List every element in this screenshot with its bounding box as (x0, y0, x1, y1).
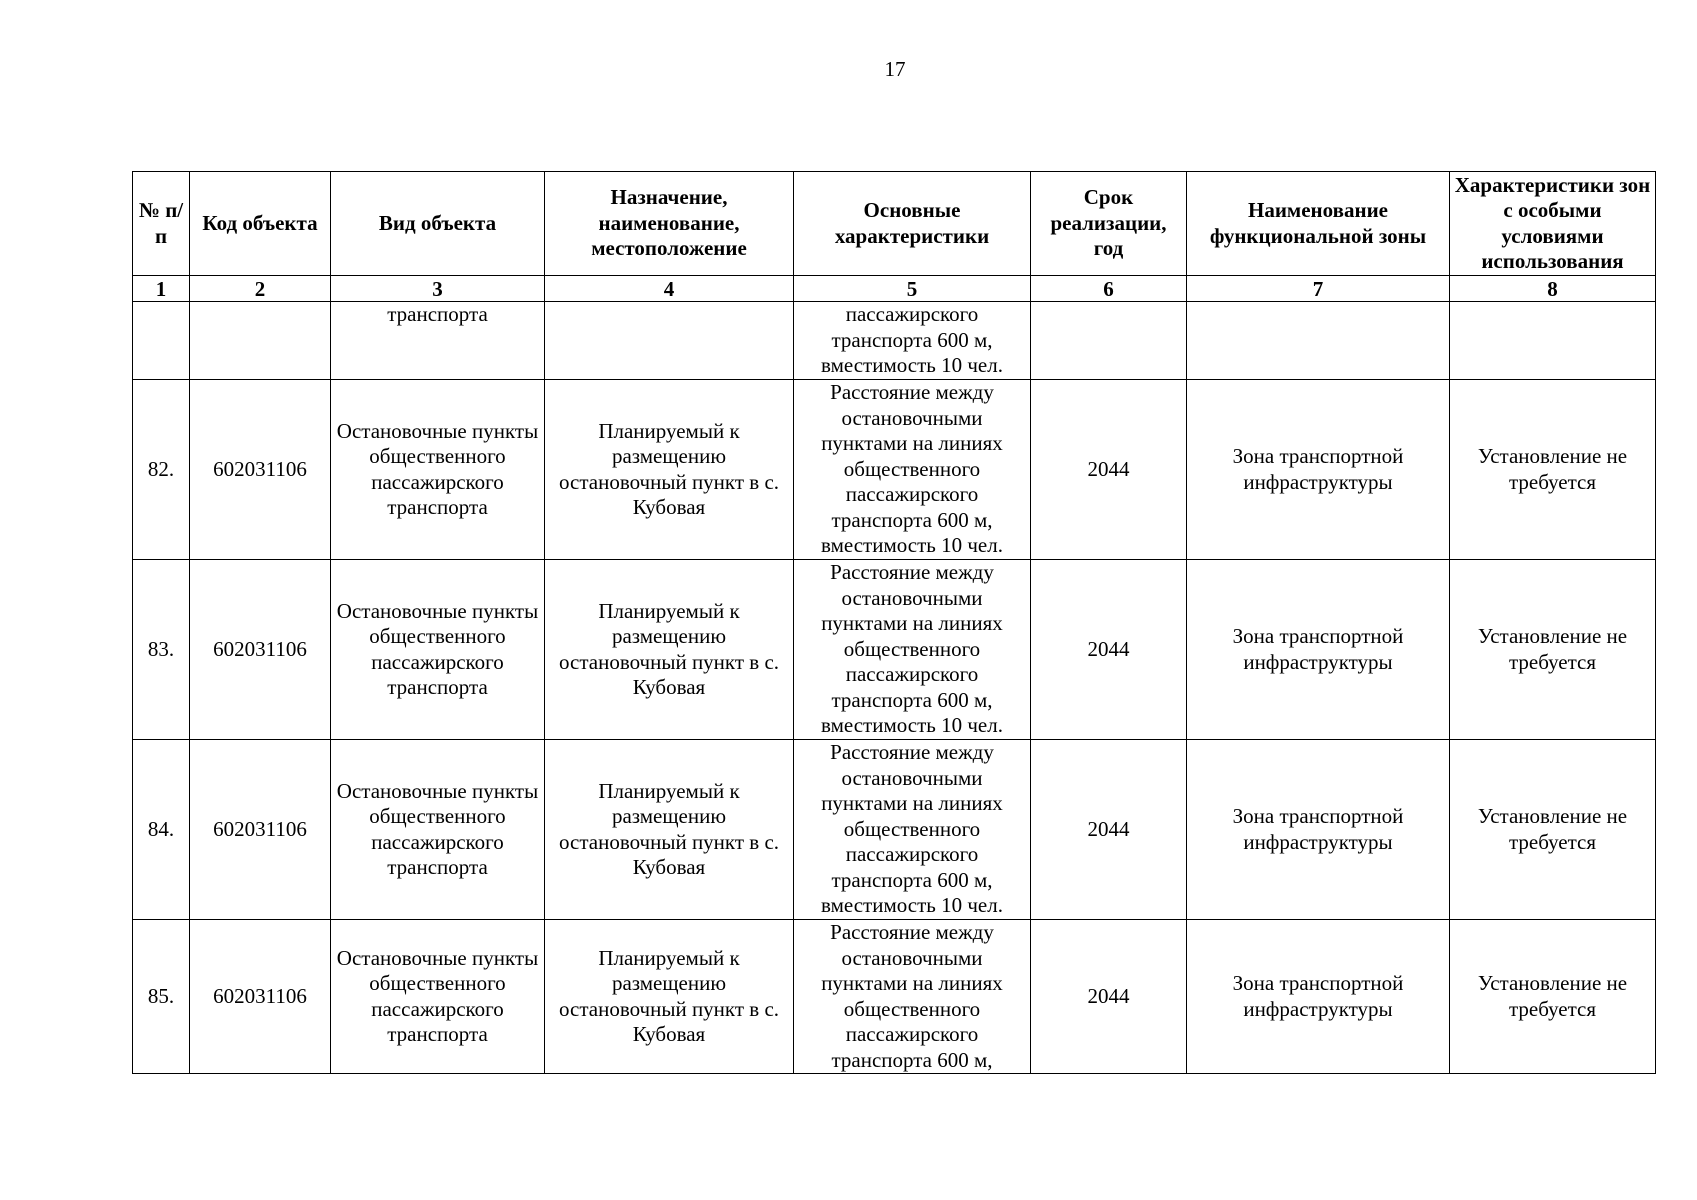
cell-characteristics: Расстояние между остановочными пунктами на линиях общественного пассажирского транспорта 600 м, (794, 920, 1031, 1074)
column-number: 1 (133, 276, 190, 302)
cell-zone: Зона транспортной инфраструктуры (1187, 560, 1450, 740)
cell-term (1031, 302, 1187, 380)
header-characteristics: Основные характеристики (794, 172, 1031, 276)
cell-code: 602031106 (190, 740, 331, 920)
column-number: 4 (545, 276, 794, 302)
cell-num: 84. (133, 740, 190, 920)
cell-term: 2044 (1031, 920, 1187, 1074)
column-number: 2 (190, 276, 331, 302)
cell-purpose (545, 302, 794, 380)
table-row (133, 920, 1656, 1074)
cell-type: Остановочные пункты общественного пассажирского транспорта (331, 560, 545, 740)
cell-characteristics: Расстояние между остановочными пунктами на линиях общественного пассажирского транспорта 600 м, вместимость 10 чел. (794, 560, 1031, 740)
cell-code: 602031106 (190, 380, 331, 560)
cell-num: 82. (133, 380, 190, 560)
cell-characteristics: Расстояние между остановочными пунктами на линиях общественного пассажирского транспорта 600 м, вместимость 10 чел. (794, 740, 1031, 920)
column-number-row (133, 276, 1656, 302)
cell-zone-characteristics (1450, 302, 1656, 380)
cell-zone-characteristics: Установление не требуется (1450, 380, 1656, 560)
cell-num: 83. (133, 560, 190, 740)
header-num: № п/п (133, 172, 190, 276)
cell-term: 2044 (1031, 380, 1187, 560)
cell-purpose: Планируемый к размещению остановочный пункт в с. Кубовая (545, 740, 794, 920)
column-number: 7 (1187, 276, 1450, 302)
table-row (133, 740, 1656, 920)
cell-term: 2044 (1031, 560, 1187, 740)
cell-code: 602031106 (190, 920, 331, 1074)
table-header-row (133, 172, 1656, 276)
cell-code (190, 302, 331, 380)
cell-zone-characteristics: Установление не требуется (1450, 920, 1656, 1074)
cell-type: Остановочные пункты общественного пассажирского транспорта (331, 740, 545, 920)
cell-num: 85. (133, 920, 190, 1074)
column-number: 6 (1031, 276, 1187, 302)
cell-zone (1187, 302, 1450, 380)
column-number: 3 (331, 276, 545, 302)
page-number: 17 (884, 57, 906, 81)
objects-table (132, 171, 1656, 1074)
column-number: 8 (1450, 276, 1656, 302)
cell-zone-characteristics: Установление не требуется (1450, 740, 1656, 920)
table-row (133, 560, 1656, 740)
cell-purpose: Планируемый к размещению остановочный пункт в с. Кубовая (545, 380, 794, 560)
cell-type: транспорта (331, 302, 545, 380)
cell-zone: Зона транспортной инфраструктуры (1187, 740, 1450, 920)
cell-type: Остановочные пункты общественного пассажирского транспорта (331, 380, 545, 560)
cell-purpose: Планируемый к размещению остановочный пункт в с. Кубовая (545, 560, 794, 740)
cell-characteristics: пассажирского транспорта 600 м, вместимость 10 чел. (794, 302, 1031, 380)
table-row (133, 380, 1656, 560)
cell-purpose: Планируемый к размещению остановочный пункт в с. Кубовая (545, 920, 794, 1074)
header-zone-characteristics: Характеристики зон с особыми условиями использования (1450, 172, 1656, 276)
header-term: Срок реализации, год (1031, 172, 1187, 276)
header-purpose: Назначение, наименование, местоположение (545, 172, 794, 276)
cell-zone: Зона транспортной инфраструктуры (1187, 380, 1450, 560)
header-code: Код объекта (190, 172, 331, 276)
cell-characteristics: Расстояние между остановочными пунктами на линиях общественного пассажирского транспорта 600 м, вместимость 10 чел. (794, 380, 1031, 560)
column-number: 5 (794, 276, 1031, 302)
cell-zone-characteristics: Установление не требуется (1450, 560, 1656, 740)
header-zone: Наименование функциональной зоны (1187, 172, 1450, 276)
cell-term: 2044 (1031, 740, 1187, 920)
cell-code: 602031106 (190, 560, 331, 740)
table-row-continuation (133, 302, 1656, 380)
cell-zone: Зона транспортной инфраструктуры (1187, 920, 1450, 1074)
header-type: Вид объекта (331, 172, 545, 276)
cell-type: Остановочные пункты общественного пассажирского транспорта (331, 920, 545, 1074)
cell-num (133, 302, 190, 380)
